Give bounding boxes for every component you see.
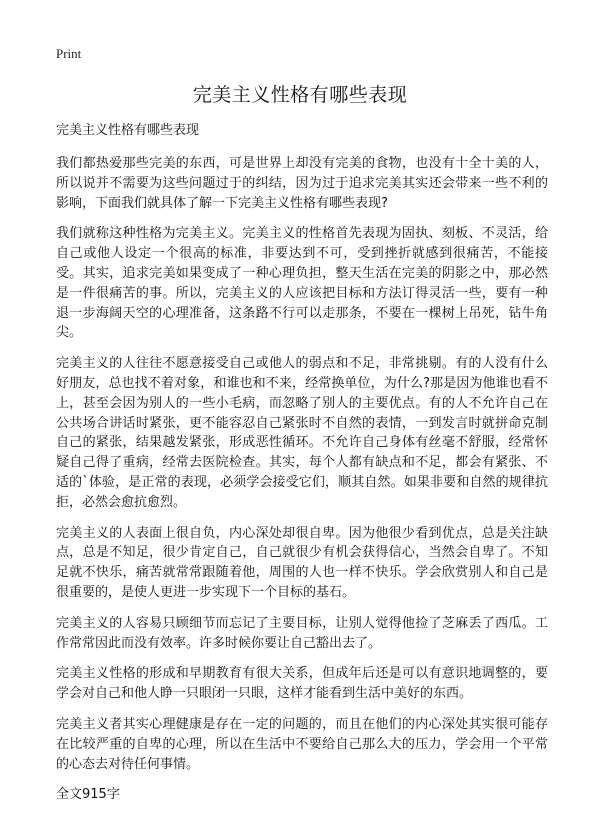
paragraph-3: 完美主义的人往往不愿意接受自己或他人的弱点和不足，非常挑剔。有的人没有什么好朋友，总也找不着对象，和谁也和不来，经常换单位，为什么?那是因为他谁也看不上，甚至会因为别人的一些小毛病，而忽略了别人的主要优点。有的人不允许自己在公共场合讲话时紧张，更不能容忍自己紧张时不自然的表情，一到发言时就拼命克制自己的紧张，结果越发紧张，形成恶性循环。不允许自己身体有丝毫不舒服，经常怀疑自己得了重病，经常去医院检查。其实，每个人都有缺点和不足，都会有紧张、不适的`体验，是正常的表现，必须学会接受它们，顺其自然。如果非要和自然的规律抗拒，必然会愈抗愈烈。 — [56, 356, 548, 510]
article-subtitle: 完美主义性格有哪些表现 — [56, 123, 200, 138]
print-link[interactable]: Print — [56, 46, 82, 61]
article-body — [56, 121, 548, 805]
paragraph-7: 完美主义者其实心理健康是存在一定的问题的，而且在他们的内心深处其实很可能存在比较严重的自卑的心理，所以在生活中不要给自己那么大的压力，学会用一个平常的心态去对待任何事情。 — [56, 716, 548, 772]
paragraph-2: 我们就称这种性格为完美主义。完美主义的性格首先表现为固执、刻板、不灵活，给自己或他人设定一个很高的标准，非要达到不可，受到挫折就感到很痛苦，不能接受。其实，追求完美如果变成了一种心理负担，整天生活在完美的阴影之中，那必然是一件很痛苦的事。所以，完美主义的人应该把目标和方法订得灵活一些，要有一种退一步海阔天空的心理准备，这条路不行可以走那条，不要在一棵树上吊死，钻牛角尖。 — [56, 226, 548, 341]
paragraph-6: 完美主义性格的形成和早期教育有很大关系，但成年后还是可以有意识地调整的，要学会对自己和他人睁一只眼闭一只眼，这样才能看到生活中美好的东西。 — [56, 666, 548, 702]
word-count: 全文915字 — [56, 787, 120, 803]
page-title: 完美主义性格有哪些表现 — [192, 84, 408, 106]
paragraph-5: 完美主义的人容易只顾细节而忘记了主要目标，让别人觉得他捡了芝麻丢了西瓜。工作常常因此而没有效率。许多时候你要让自己豁出去了。 — [56, 615, 548, 651]
paragraph-1: 我们都热爱那些完美的东西，可是世界上却没有完美的食物，也没有十全十美的人，所以说并不需要为这些问题过于的纠结，因为过于追求完美其实还会带来一些不利的影响，下面我们就具体了解一下完美主义性格有哪些表现? — [56, 156, 548, 211]
paragraph-4: 完美主义的人表面上很自负，内心深处却很自卑。因为他很少看到优点，总是关注缺点，总是不知足，很少肯定自己，自己就很少有机会获得信心，当然会自卑了。不知足就不快乐，痛苦就常常跟随着他，周围的人也一样不快乐。学会欣赏别人和自己是很重要的，是使人更进一步实现下一个目标的基石。 — [56, 525, 548, 600]
